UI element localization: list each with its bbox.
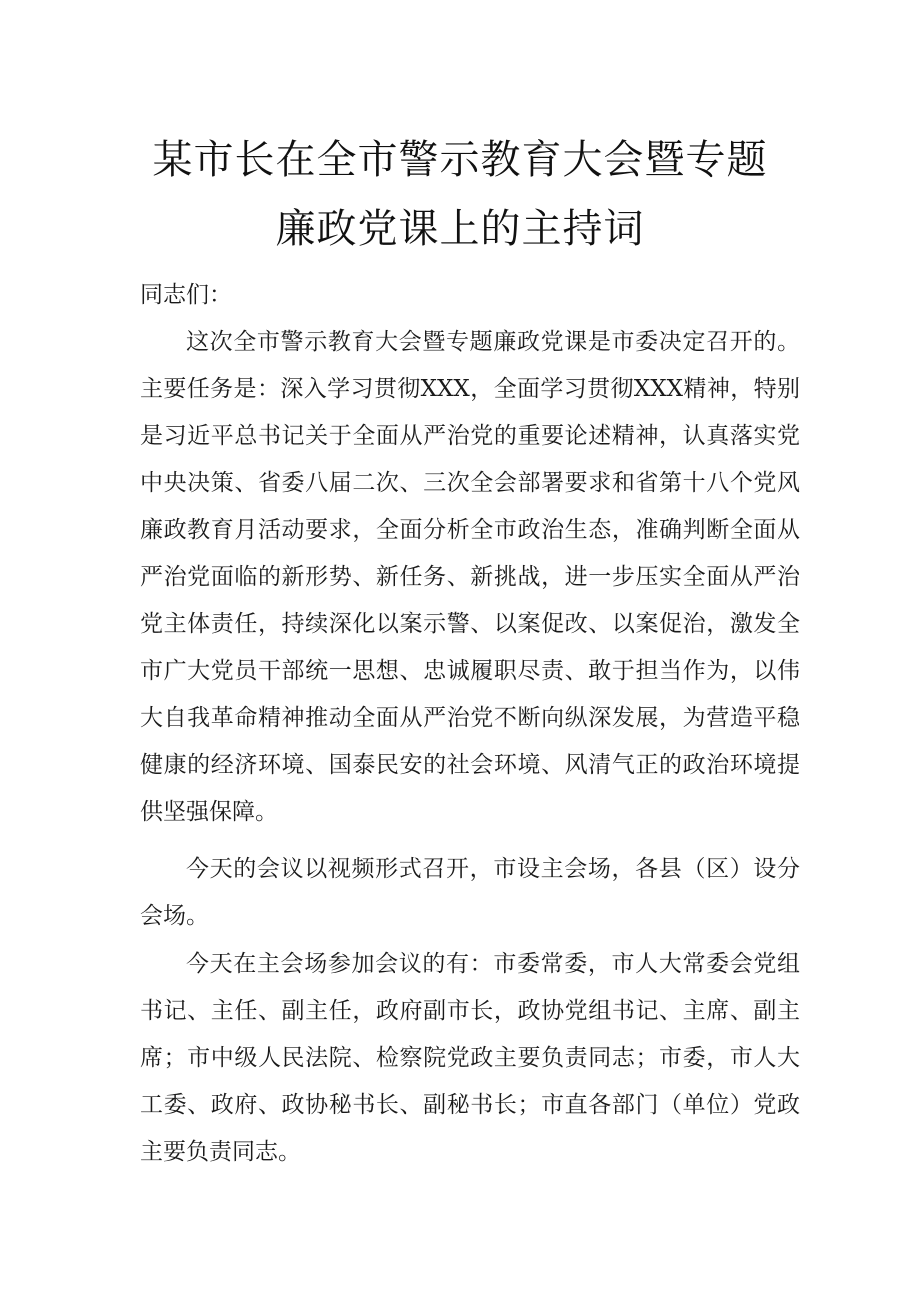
document-title-line-2: 廉政党课上的主持词 (275, 206, 645, 252)
paragraph-attendees: 今天在主会场参加会议的有：市委常委，市人大常委会党组书记、主任、副主任，政府副市长，政协党组书记、主席、副主席；市中级人民法院、检察院党政主要负责同志；市委，市人大工委、政府、政协秘书长、副秘书长；市直各部门（单位）党政主要负责同志。 (140, 951, 800, 1165)
salutation: 同志们： (140, 282, 232, 308)
document-title-line-1: 某市长在全市警示教育大会暨专题 (152, 137, 768, 183)
paragraph-meeting-purpose: 这次全市警示教育大会暨专题廉政党课是市委决定召开的。主要任务是：深入学习贯彻XXX，全面学习贯彻XXX精神，特别是习近平总书记关于全面从严治党的重要论述精神，认真落实党中央决策、省委八届二次、三次全会部署要求和省第十八个党风廉政教育月活动要求，全面分析全市政治生态，准确判断全面从严治党面临的新形势、新任务、新挑战，进一步压实全面从严治党主体责任，持续深化以案示警、以案促改、以案促治，激发全市广大党员干部统一思想、忠诚履职尽责、敢于担当作为，以伟大自我革命精神推动全面从严治党不断向纵深发展，为营造平稳健康的经济环境、国泰民安的社会环境、风清气正的政治环境提供坚强保障。 (140, 329, 800, 825)
paragraph-meeting-format: 今天的会议以视频形式召开，市设主会场，各县（区）设分会场。 (140, 856, 800, 929)
